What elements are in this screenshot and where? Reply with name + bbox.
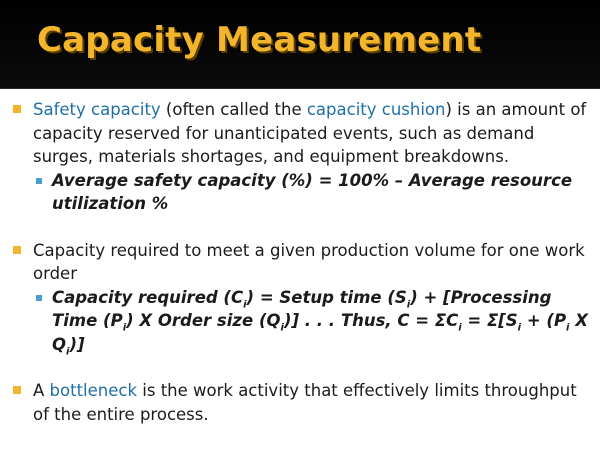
bullet-text: A: [33, 381, 50, 400]
bullet-safety-capacity: [10, 98, 590, 169]
square-sub-bullet-icon: [36, 295, 42, 301]
slide-title: Capacity Measurement: [37, 20, 482, 60]
formula-part: = Σ[S: [461, 311, 518, 330]
formula-part: )]: [69, 334, 85, 354]
formula-part: ) X Order size (Q: [126, 311, 281, 330]
formula-subscript: i: [280, 322, 284, 334]
term-bottleneck: bottleneck: [49, 381, 138, 400]
formula-part: ) = Setup time (S: [246, 287, 407, 307]
formula-subscript: i: [66, 345, 70, 357]
bullet-text: Capacity required to meet a given production volume for one work order: [33, 240, 585, 283]
formula-part: )] . . . Thus, C = ΣC: [283, 311, 459, 330]
formula-part: Capacity required (C: [52, 287, 244, 307]
square-bullet-icon: [13, 105, 21, 113]
title-band: [0, 0, 600, 89]
formula-subscript: i: [517, 322, 522, 334]
formula-subscript: i: [566, 322, 570, 334]
square-sub-bullet-icon: [36, 178, 42, 184]
formula-subscript: i: [458, 322, 462, 334]
bullet-text: is the work activity that effectively limits throughput of the entire process.: [33, 381, 577, 424]
spacer: [10, 356, 590, 379]
square-bullet-icon: [13, 386, 21, 394]
formula-subscript: i: [122, 322, 127, 334]
sub-bullet-capacity-formula: [10, 286, 590, 357]
formula-text: Average safety capacity (%) = 100% – Average resource utilization %: [52, 170, 573, 213]
bullet-bottleneck: [10, 379, 590, 426]
sub-bullet-safety-formula: [10, 169, 590, 216]
bullet-capacity-required: [10, 239, 590, 286]
term-capacity-cushion: capacity cushion: [306, 100, 446, 119]
square-bullet-icon: [13, 246, 21, 254]
formula-subscript: i: [243, 298, 247, 310]
spacer: [10, 216, 590, 239]
slide-content: [10, 98, 590, 426]
formula-part: + (P: [521, 311, 567, 330]
bullet-text: ) is an amount of capacity reserved for unanticipated events, such as demand surges, materials shortages, and equipment breakdowns.: [33, 100, 587, 166]
formula-subscript: i: [406, 298, 411, 310]
bullet-text: (often called the: [160, 100, 307, 119]
formula-part: X Q: [52, 311, 588, 354]
formula-part: ) + [Processing Time (P: [52, 287, 552, 330]
term-safety-capacity: Safety capacity: [33, 100, 161, 119]
